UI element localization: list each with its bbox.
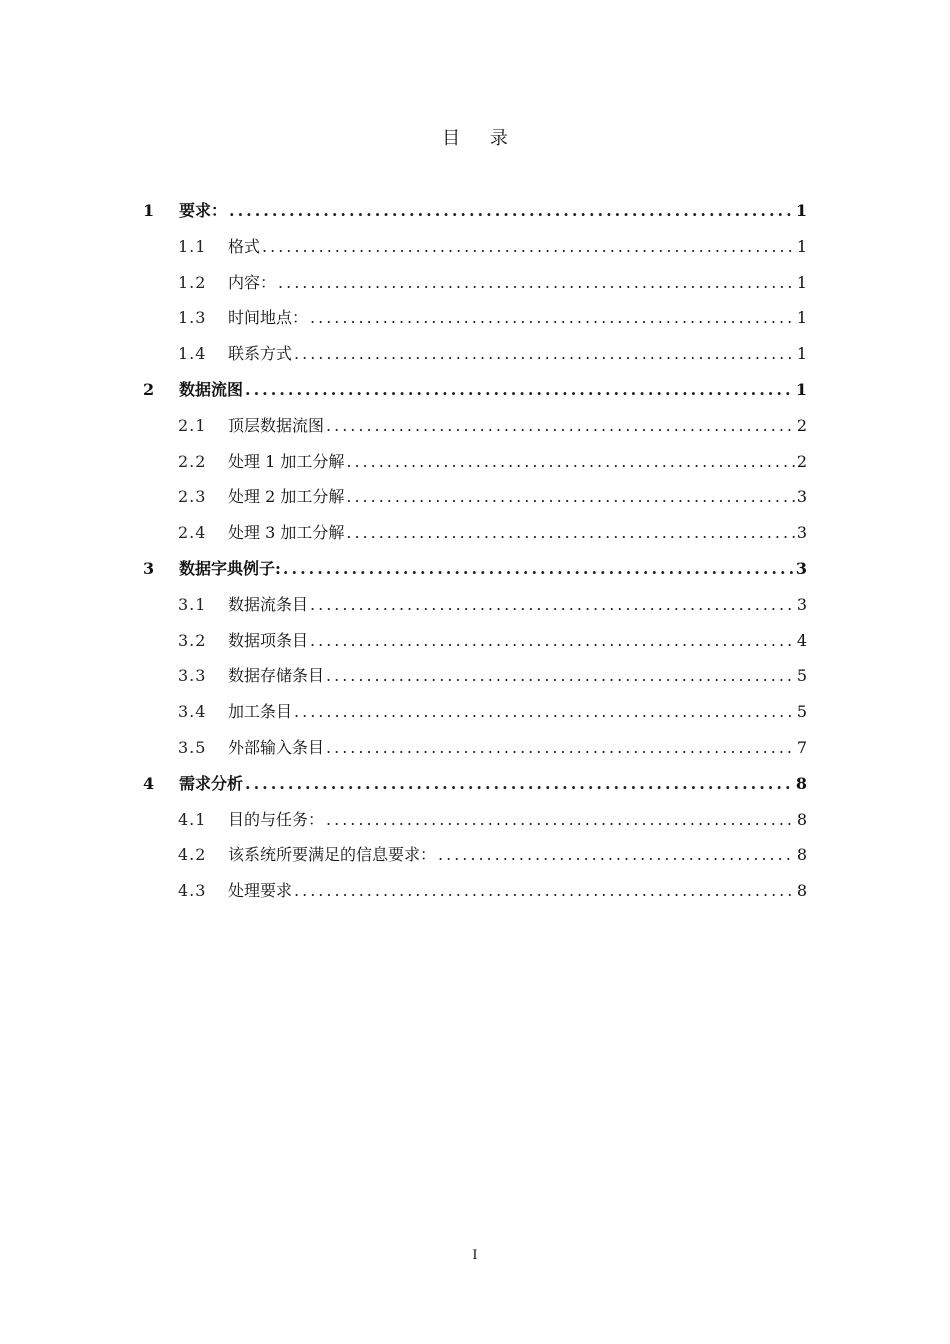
toc-entry-number: 4.3 xyxy=(178,881,207,901)
toc-entry[interactable] xyxy=(143,694,807,730)
toc-entry[interactable] xyxy=(143,408,807,444)
toc-entry-number: 3.1 xyxy=(178,594,207,614)
toc-title: 目 录 xyxy=(442,128,520,149)
toc-entry-number: 1.1 xyxy=(178,236,207,256)
toc-leader-dots xyxy=(283,551,794,587)
toc-entry[interactable] xyxy=(143,587,807,623)
toc-entry-label: 目的与任务： xyxy=(228,809,325,829)
toc-leader-dots xyxy=(310,623,795,659)
toc-entry-number: 3.4 xyxy=(178,702,207,722)
toc-entry-number: 1 xyxy=(143,201,155,220)
toc-entry-number: 1.4 xyxy=(178,344,207,364)
toc-entry[interactable] xyxy=(143,873,807,909)
toc-entry[interactable] xyxy=(143,300,807,336)
toc-entry[interactable] xyxy=(143,802,807,838)
toc-entry-number: 1.2 xyxy=(178,272,207,292)
toc-entry-number: 2.4 xyxy=(178,523,207,543)
toc-entry-number: 1.3 xyxy=(178,308,207,328)
toc-entry[interactable] xyxy=(143,837,807,873)
toc-entry-label: 时间地点： xyxy=(228,308,309,328)
toc-entry-number: 2.2 xyxy=(178,451,207,471)
toc-entry[interactable] xyxy=(143,658,807,694)
toc-entry-page: 2 xyxy=(796,451,807,471)
toc-entry-label: 数据流条目 xyxy=(228,594,309,614)
toc-entry[interactable] xyxy=(143,372,807,408)
toc-entry-label: 要求： xyxy=(179,201,228,220)
toc-leader-dots xyxy=(326,408,795,444)
toc-entry-label: 数据字典例子: xyxy=(179,558,281,578)
toc-entry-label: 数据项条目 xyxy=(228,630,309,650)
toc-leader-dots xyxy=(326,802,795,838)
toc-entry[interactable] xyxy=(143,265,807,301)
toc-entry-page: 3 xyxy=(796,594,807,614)
toc-entry-page: 1 xyxy=(796,308,807,328)
toc-entry-label: 处理 2 加工分解 xyxy=(228,487,345,507)
toc-entry-label: 处理 1 加工分解 xyxy=(228,451,345,471)
toc-entry-number: 4.2 xyxy=(178,845,207,865)
toc-entry-number: 4.1 xyxy=(178,809,207,829)
toc-entry-label: 外部输入条目 xyxy=(228,737,325,757)
toc-entry-label: 数据存储条目 xyxy=(228,666,325,686)
toc-entry[interactable] xyxy=(143,730,807,766)
toc-entry-label: 顶层数据流图 xyxy=(228,415,325,435)
toc-entry-label: 处理要求 xyxy=(228,881,293,901)
toc-entry-label: 需求分析 xyxy=(179,773,244,793)
page-number: I xyxy=(472,1248,478,1263)
toc-entry-number: 2 xyxy=(143,379,155,399)
toc-leader-dots xyxy=(245,372,794,408)
toc-leader-dots xyxy=(326,658,795,694)
toc-entry-label: 联系方式 xyxy=(228,344,293,364)
toc-entry[interactable] xyxy=(143,193,807,229)
toc-entry-number: 4 xyxy=(143,773,155,793)
toc-entry[interactable] xyxy=(143,479,807,515)
toc-entry-page: 1 xyxy=(795,201,807,220)
toc-entry-number: 2.3 xyxy=(178,487,207,507)
toc-entry-page: 5 xyxy=(796,702,807,722)
toc-entry[interactable] xyxy=(143,444,807,480)
toc-entry-page: 1 xyxy=(796,236,807,256)
toc-leader-dots xyxy=(294,694,795,730)
toc-entry-page: 7 xyxy=(796,737,807,757)
toc-entry[interactable] xyxy=(143,766,807,802)
toc-entry-number: 3.3 xyxy=(178,666,207,686)
toc-entry-label: 该系统所要满足的信息要求： xyxy=(228,845,437,865)
toc-entry[interactable] xyxy=(143,229,807,265)
toc-leader-dots xyxy=(326,730,795,766)
toc-leader-dots xyxy=(346,479,794,515)
toc-entry-number: 3 xyxy=(143,558,155,578)
toc-leader-dots xyxy=(346,515,794,551)
toc-entry-page: 8 xyxy=(796,881,807,901)
toc-entry-label: 内容： xyxy=(228,272,277,292)
toc-leader-dots xyxy=(310,587,795,623)
toc-entry-number: 3.2 xyxy=(178,630,207,650)
toc-entry[interactable] xyxy=(143,551,807,587)
toc-leader-dots xyxy=(229,193,794,229)
toc-entry-page: 1 xyxy=(795,379,807,399)
toc-entry-label: 数据流图 xyxy=(179,379,244,399)
toc-entry-page: 4 xyxy=(796,630,807,650)
toc-entry[interactable] xyxy=(143,336,807,372)
toc-entry-number: 3.5 xyxy=(178,737,207,757)
toc-entry-page: 3 xyxy=(796,487,807,507)
toc-leader-dots xyxy=(278,265,795,301)
toc-entry[interactable] xyxy=(143,623,807,659)
toc-entry-page: 8 xyxy=(796,845,807,865)
table-of-contents xyxy=(143,193,807,909)
toc-entry-number: 2.1 xyxy=(178,415,207,435)
toc-entry-label: 格式 xyxy=(228,236,261,256)
toc-leader-dots xyxy=(245,766,794,802)
toc-entry-page: 5 xyxy=(796,666,807,686)
toc-entry-label: 加工条目 xyxy=(228,702,293,722)
toc-entry-page: 8 xyxy=(795,773,807,793)
toc-entry-page: 1 xyxy=(796,344,807,364)
toc-leader-dots xyxy=(294,336,795,372)
toc-entry-page: 3 xyxy=(796,523,807,543)
toc-leader-dots xyxy=(346,444,794,480)
toc-leader-dots xyxy=(438,837,795,873)
toc-leader-dots xyxy=(262,229,795,265)
toc-entry-page: 2 xyxy=(796,415,807,435)
toc-entry-page: 1 xyxy=(796,272,807,292)
toc-leader-dots xyxy=(294,873,795,909)
toc-entry-page: 8 xyxy=(796,809,807,829)
toc-entry-page: 3 xyxy=(795,558,807,578)
toc-leader-dots xyxy=(310,300,795,336)
toc-entry[interactable] xyxy=(143,515,807,551)
toc-entry-label: 处理 3 加工分解 xyxy=(228,523,345,543)
